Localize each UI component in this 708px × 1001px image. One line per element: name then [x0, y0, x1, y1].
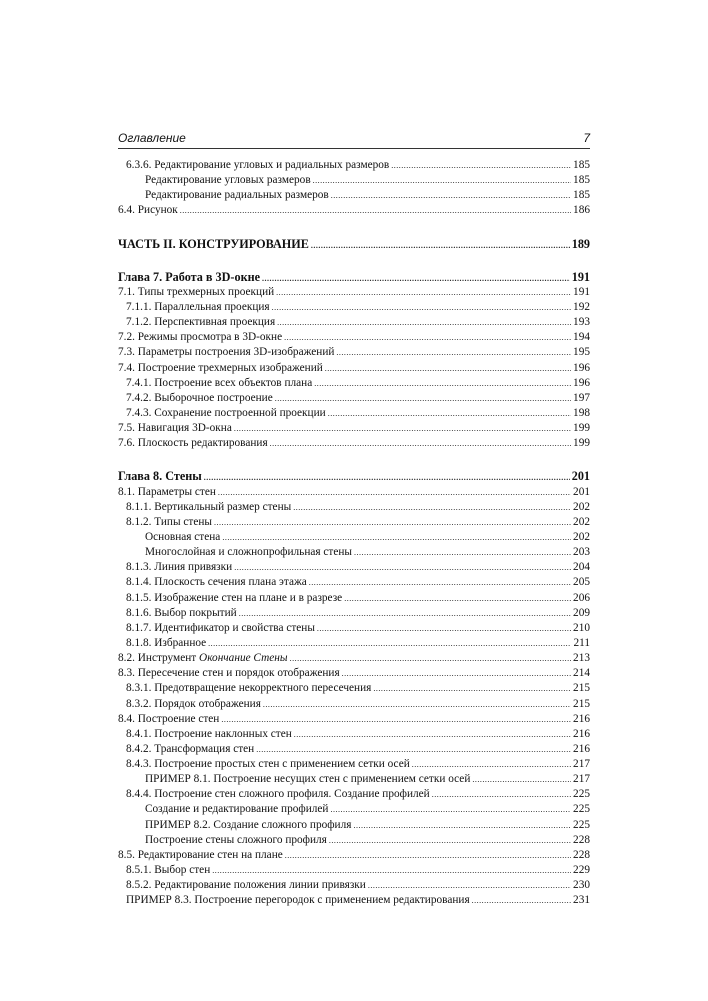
toc-entry-title: 8.1.6. Выбор покрытий	[126, 606, 237, 619]
toc-entry-row	[118, 315, 590, 330]
header-page-number: 7	[583, 131, 590, 145]
toc-entry-title: 8.5.2. Редактирование положения линии привязки	[126, 879, 366, 892]
toc-page-number: 225	[573, 803, 590, 816]
toc-dot-leader	[208, 636, 571, 651]
toc-dot-leader	[329, 833, 571, 848]
toc-page-number: 216	[573, 727, 590, 740]
toc-entry-row	[118, 188, 590, 203]
toc-entry-row	[118, 158, 590, 173]
toc-entry-row	[118, 203, 590, 218]
toc-gap	[118, 451, 590, 469]
toc-entry-title: 8.1.2. Типы стены	[126, 515, 212, 528]
toc-dot-leader	[313, 173, 571, 188]
toc-dot-leader	[344, 591, 571, 606]
toc-entry-title: 8.4. Построение стен	[118, 712, 220, 725]
toc-dot-leader	[317, 621, 571, 636]
toc-dot-leader	[432, 787, 571, 802]
toc-dot-leader	[272, 300, 571, 315]
toc-page-number: 185	[573, 159, 590, 171]
toc-heading-row	[118, 270, 590, 285]
toc-page-number: 198	[573, 406, 590, 419]
toc-entry-title: 8.1.4. Плоскость сечения плана этажа	[126, 576, 307, 589]
toc-page-number: 201	[573, 485, 590, 498]
toc-page-number: 215	[573, 697, 590, 710]
toc-page-number: 230	[573, 879, 590, 892]
toc-page-number: 211	[573, 636, 590, 649]
toc-page-number: 231	[573, 894, 590, 907]
toc-entry-title: 8.3. Пересечение стен и порядок отображения	[118, 667, 340, 680]
toc-entry-row	[118, 681, 590, 696]
toc-entry-title: Создание и редактирование профилей	[145, 803, 329, 816]
toc-entry-title: 7.5. Навигация 3D-окна	[118, 422, 232, 435]
toc-entry-row	[118, 697, 590, 712]
toc-page-number: 202	[573, 500, 590, 513]
toc-entry-title: 8.1.8. Избранное	[126, 636, 207, 649]
toc-entry-row	[118, 636, 590, 651]
toc-entry-title: 8.5. Редактирование стен на плане	[118, 848, 283, 861]
toc-entry-row	[118, 606, 590, 621]
toc-dot-leader	[293, 500, 571, 515]
toc-entry-title: 8.1. Параметры стен	[118, 485, 216, 498]
toc-entry-title: 7.4. Построение трехмерных изображений	[118, 361, 323, 374]
toc-entry-row	[118, 893, 590, 908]
toc-entry-title: ПРИМЕР 8.3. Построение перегородок с применением редактирования	[126, 894, 470, 907]
toc-dot-leader	[311, 237, 570, 253]
toc-dot-leader	[263, 697, 571, 712]
toc-entry-row	[118, 772, 590, 787]
toc-dot-leader	[218, 485, 571, 500]
toc-entry-title: 7.2. Режимы просмотра в 3D-окне	[118, 331, 283, 344]
toc-entry-italic-title: Окончание Стены	[199, 652, 288, 665]
toc-dot-leader	[354, 545, 571, 560]
toc-page-number: 217	[573, 773, 590, 786]
toc-page-number: 193	[573, 316, 590, 329]
toc-entry-title: 7.4.3. Сохранение построенной проекции	[126, 406, 326, 419]
toc-entry-title: 7.6. Плоскость редактирования	[118, 437, 268, 450]
toc-page-number: 189	[571, 236, 590, 251]
toc-gap	[118, 219, 590, 237]
toc-entry-title: 7.1.2. Перспективная проекция	[126, 316, 276, 329]
toc-entry-row	[118, 742, 590, 757]
toc-entry-title: 8.5.1. Выбор стен	[126, 864, 211, 877]
toc-page-number: 201	[571, 469, 590, 484]
toc-entry-title: 7.4.2. Выборочное построение	[126, 391, 273, 404]
toc-entry-title: ПРИМЕР 8.2. Создание сложного профиля	[145, 818, 352, 831]
toc-entry-row	[118, 757, 590, 772]
toc-page-number: 185	[573, 174, 590, 187]
toc-entry-title: 7.1.1. Параллельная проекция	[126, 300, 270, 313]
toc-page-number: 216	[573, 712, 590, 725]
toc-entry-row	[118, 330, 590, 345]
toc-page-number: 196	[573, 361, 590, 374]
toc-dot-leader	[221, 712, 571, 727]
header-rule	[118, 148, 590, 149]
toc-entry-row	[118, 727, 590, 742]
toc-page-number: 192	[573, 300, 590, 313]
toc-entry-row	[118, 848, 590, 863]
toc-entry-title: 8.1.7. Идентификатор и свойства стены	[126, 621, 315, 634]
toc-dot-leader	[368, 878, 571, 893]
toc-page-number: 202	[573, 530, 590, 543]
toc-dot-leader	[234, 421, 571, 436]
toc-dot-leader	[472, 893, 571, 908]
toc-heading-row	[118, 469, 590, 484]
toc-page-number: 209	[573, 606, 590, 619]
toc-entry-title: 7.3. Параметры построения 3D-изображений	[118, 346, 335, 359]
toc-dot-leader	[472, 772, 571, 787]
toc-heading-row	[118, 237, 590, 252]
toc-gap	[118, 252, 590, 270]
toc-dot-leader	[256, 742, 571, 757]
toc-dot-leader	[373, 681, 571, 696]
toc-dot-leader	[353, 818, 571, 833]
toc-entry-title: 6.4. Рисунок	[118, 204, 178, 217]
toc-entry-title: 8.1.3. Линия привязки	[126, 561, 233, 574]
toc-page-number: 225	[573, 788, 590, 801]
running-header	[118, 131, 590, 147]
toc-entry-row	[118, 436, 590, 451]
toc-entry-title: Глава 8. Стены	[118, 469, 202, 484]
toc-dot-leader	[325, 361, 571, 376]
toc-entry-row	[118, 591, 590, 606]
toc-page-number: 191	[571, 269, 590, 284]
toc-entry-row	[118, 173, 590, 188]
toc-page-number: 210	[573, 621, 590, 634]
toc-entry-row	[118, 361, 590, 376]
toc-page-number: 225	[573, 818, 590, 831]
toc-dot-leader	[222, 530, 571, 545]
toc-dot-leader	[336, 345, 571, 360]
toc-entry-title: 6.3.6. Редактирование угловых и радиальных размеров	[126, 159, 390, 171]
toc-entry-row	[118, 621, 590, 636]
toc-dot-leader	[391, 158, 571, 173]
toc-entry-title: 8.4.1. Построение наклонных стен	[126, 727, 292, 740]
toc-entry-row	[118, 833, 590, 848]
toc-page-number: 204	[573, 561, 590, 574]
toc-entry-row	[118, 802, 590, 817]
toc-entry-title: Глава 7. Работа в 3D-окне	[118, 269, 261, 284]
toc-entry-title: ЧАСТЬ II. КОНСТРУИРОВАНИЕ	[118, 236, 309, 251]
toc-page-number: 217	[573, 758, 590, 771]
toc-entry-title: 8.4.2. Трансформация стен	[126, 742, 255, 755]
toc-entry-title: Основная стена	[145, 530, 221, 543]
toc-dot-leader	[314, 376, 571, 391]
toc-entry-row	[118, 285, 590, 300]
toc-entry-row	[118, 500, 590, 515]
toc-page-number: 202	[573, 515, 590, 528]
table-of-contents	[118, 158, 590, 908]
toc-page-number: 228	[573, 833, 590, 846]
toc-dot-leader	[239, 606, 571, 621]
toc-dot-leader	[342, 666, 571, 681]
toc-page-number: 185	[573, 189, 590, 202]
toc-entry-row	[118, 345, 590, 360]
toc-page-number: 195	[573, 346, 590, 359]
toc-dot-leader	[330, 802, 571, 817]
toc-page-number: 229	[573, 864, 590, 877]
toc-dot-leader	[328, 406, 571, 421]
toc-dot-leader	[285, 848, 571, 863]
toc-dot-leader	[204, 469, 570, 485]
toc-entry-row	[118, 515, 590, 530]
toc-page-number: 214	[573, 667, 590, 680]
toc-page-number: 215	[573, 682, 590, 695]
toc-dot-leader	[270, 436, 571, 451]
toc-dot-leader	[262, 270, 570, 286]
toc-entry-row	[118, 406, 590, 421]
toc-entry-row	[118, 666, 590, 681]
toc-page-number: 203	[573, 546, 590, 559]
toc-entry-row	[118, 863, 590, 878]
toc-entry-title: 8.4.3. Построение простых стен с применением сетки осей	[126, 758, 410, 771]
toc-page-number: 186	[573, 204, 590, 217]
toc-entry-row	[118, 818, 590, 833]
toc-dot-leader	[234, 560, 571, 575]
toc-page-number: 216	[573, 742, 590, 755]
toc-entry-row	[118, 485, 590, 500]
toc-entry-title: Построение стены сложного профиля	[145, 833, 327, 846]
toc-entry-row	[118, 421, 590, 436]
toc-entry-title: Многослойная и сложнопрофильная стены	[145, 546, 353, 559]
toc-entry-title: 7.4.1. Построение всех объектов плана	[126, 376, 313, 389]
toc-dot-leader	[294, 727, 571, 742]
toc-page-number: 205	[573, 576, 590, 589]
toc-dot-leader	[290, 651, 571, 666]
toc-dot-leader	[331, 188, 571, 203]
toc-dot-leader	[180, 203, 571, 218]
toc-entry-row	[118, 878, 590, 893]
toc-dot-leader	[277, 315, 571, 330]
toc-entry-row	[118, 787, 590, 802]
toc-dot-leader	[284, 330, 571, 345]
toc-entry-row	[118, 712, 590, 727]
toc-dot-leader	[276, 285, 571, 300]
toc-page-number: 196	[573, 376, 590, 389]
header-title: Оглавление	[118, 131, 186, 145]
toc-entry-title: Редактирование радиальных размеров	[145, 189, 329, 202]
toc-entry-title: 8.3.1. Предотвращение некорректного пересечения	[126, 682, 372, 695]
toc-dot-leader	[309, 575, 571, 590]
toc-entry-row	[118, 545, 590, 560]
toc-entry-title: Редактирование угловых размеров	[145, 174, 311, 187]
toc-dot-leader	[412, 757, 571, 772]
toc-entry-title: ПРИМЕР 8.1. Построение несущих стен с применением сетки осей	[145, 773, 471, 786]
toc-entry-title: 8.1.1. Вертикальный размер стены	[126, 500, 292, 513]
toc-entry-title: 7.1. Типы трехмерных проекций	[118, 285, 275, 298]
toc-entry-row	[118, 376, 590, 391]
toc-dot-leader	[214, 515, 571, 530]
toc-dot-leader	[275, 391, 571, 406]
toc-page-number: 191	[573, 285, 590, 298]
toc-page-number: 213	[573, 652, 590, 665]
toc-entry-row	[118, 575, 590, 590]
toc-entry-row	[118, 651, 590, 666]
toc-dot-leader	[212, 863, 571, 878]
toc-entry-row	[118, 530, 590, 545]
toc-entry-row	[118, 560, 590, 575]
toc-page-number: 228	[573, 848, 590, 861]
toc-entry-row	[118, 391, 590, 406]
toc-page-number: 199	[573, 422, 590, 435]
toc-entry-title: 8.2. Инструмент Окончание Стены	[118, 652, 288, 665]
toc-page-number: 194	[573, 331, 590, 344]
toc-entry-title: 8.3.2. Порядок отображения	[126, 697, 261, 710]
toc-entry-title: 8.4.4. Построение стен сложного профиля. Создание профилей	[126, 788, 430, 801]
toc-entry-row	[118, 300, 590, 315]
toc-entry-title: 8.1.5. Изображение стен на плане и в разрезе	[126, 591, 343, 604]
toc-page-number: 197	[573, 391, 590, 404]
toc-page-number: 206	[573, 591, 590, 604]
toc-page-number: 199	[573, 437, 590, 450]
